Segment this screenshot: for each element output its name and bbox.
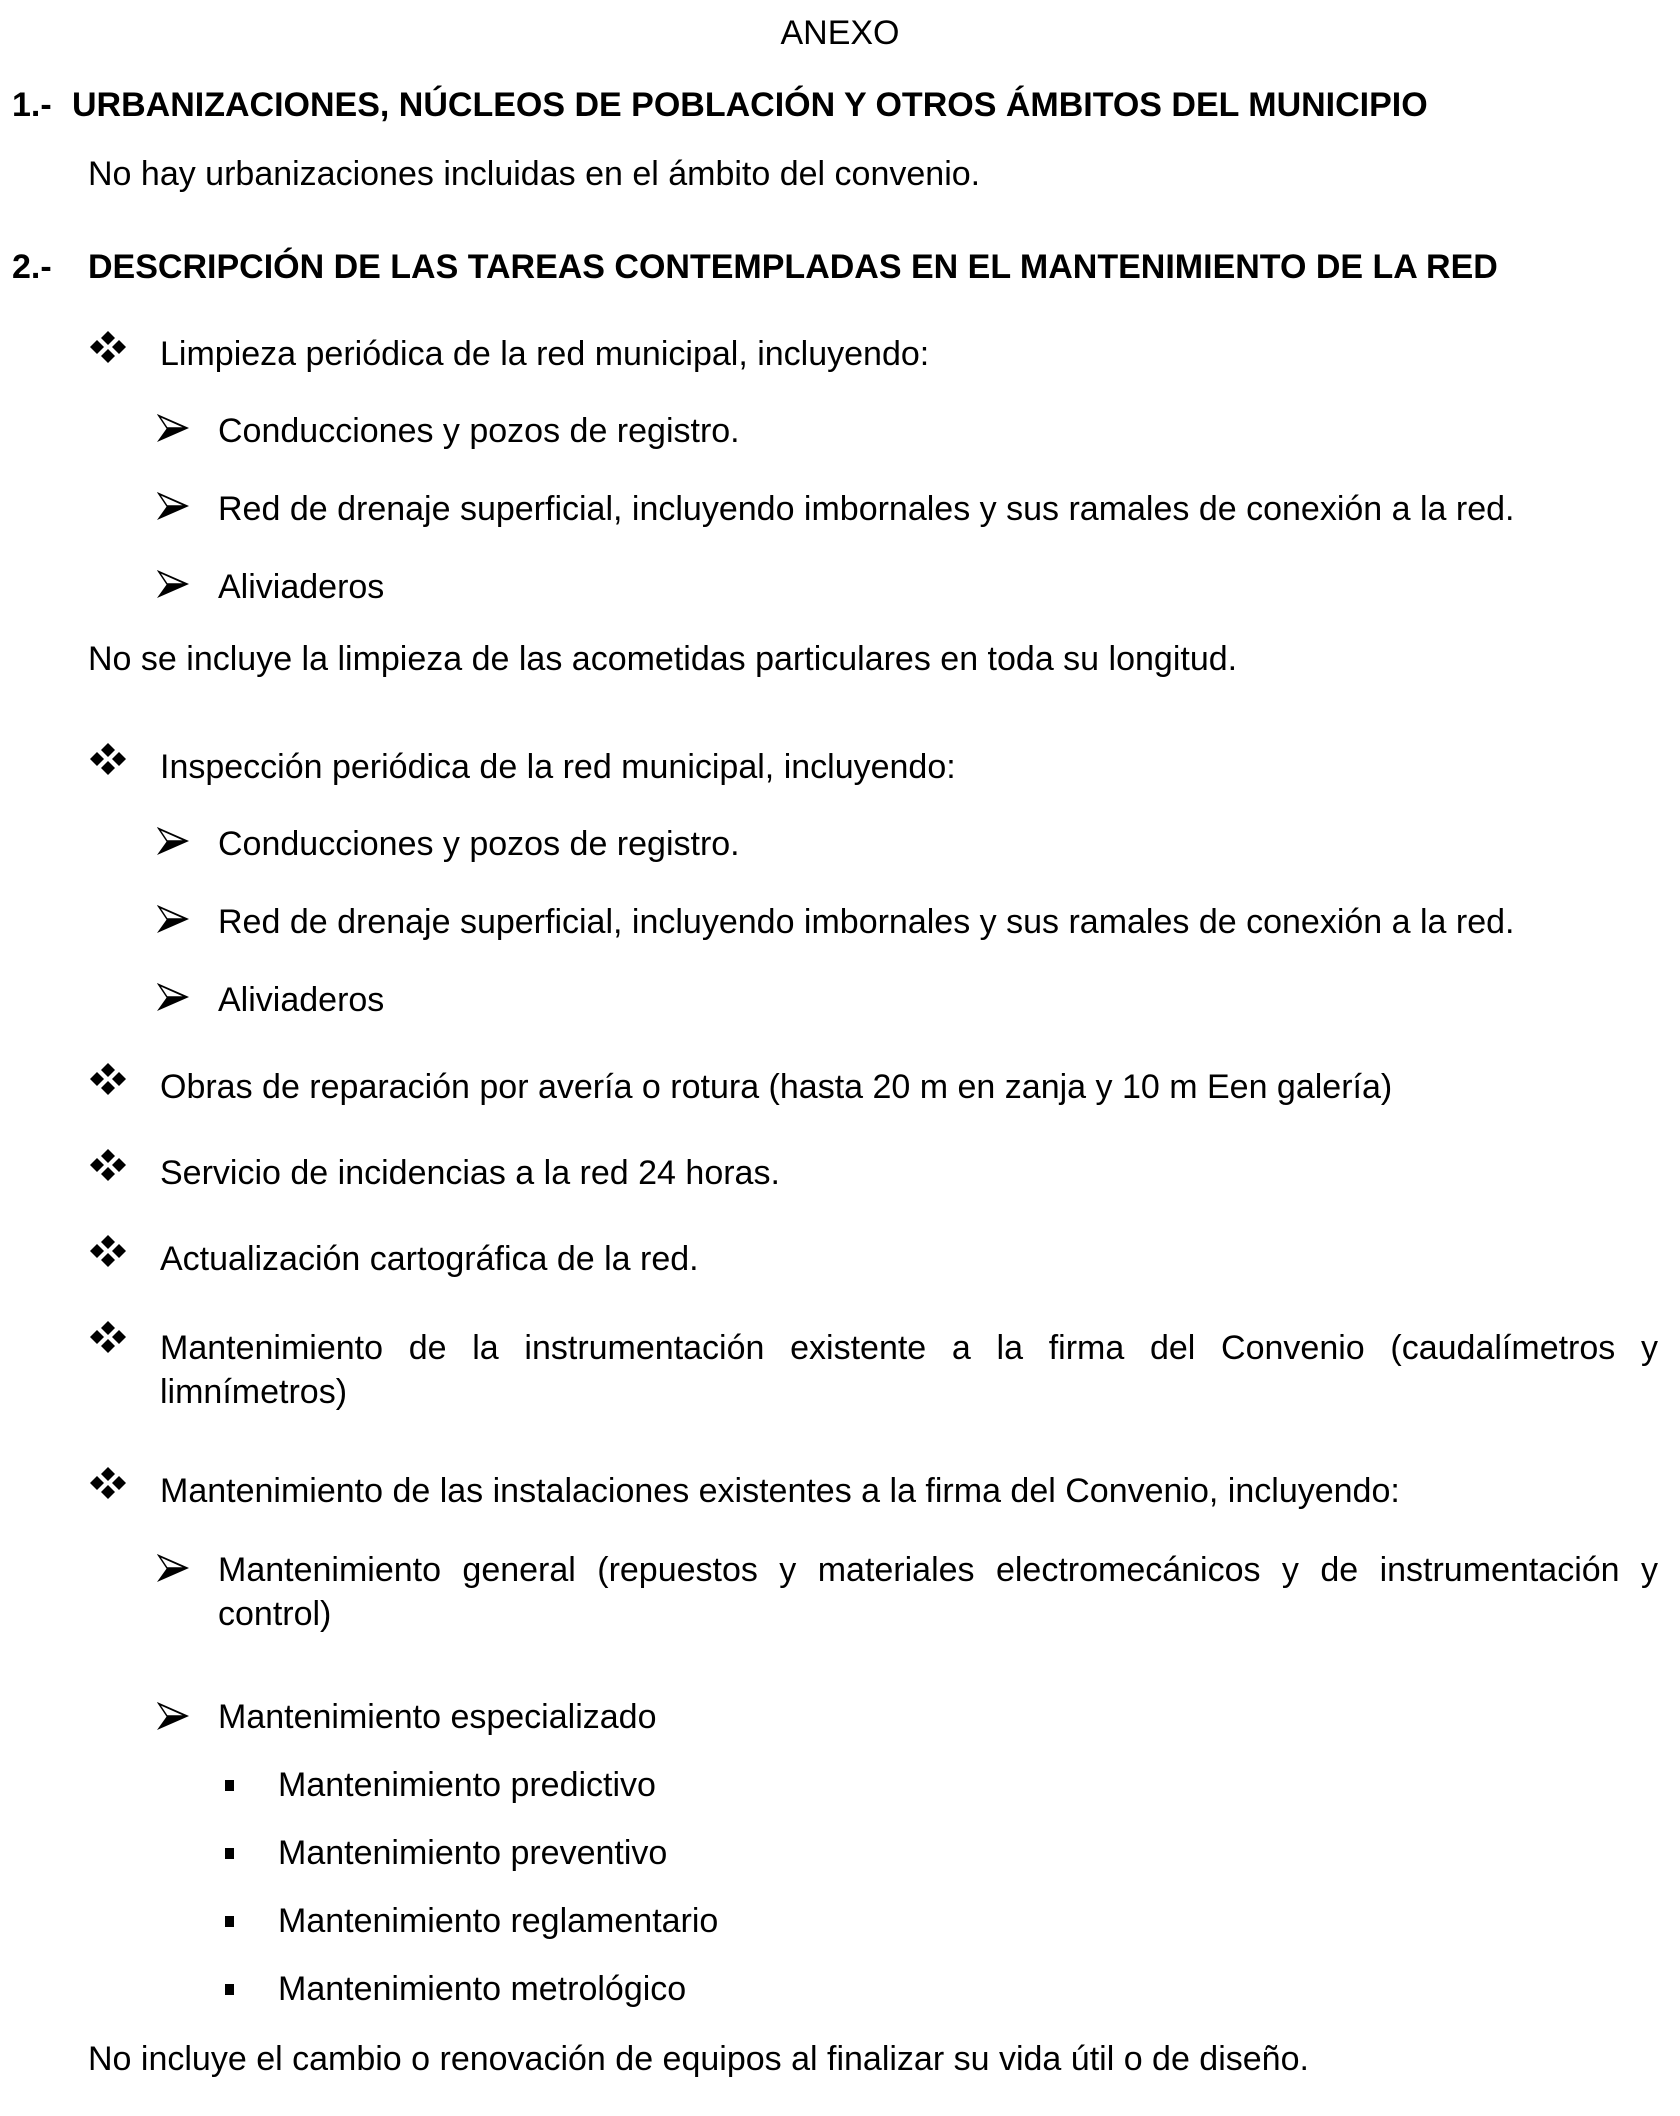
square-bullet-icon [225, 1916, 234, 1927]
sub-list-item: Mantenimiento general (repuestos y materiales electromecánicos y de instrumentación y control) [218, 1551, 1658, 1633]
arrow-bullet-icon [155, 1700, 191, 1732]
section-1-text: No hay urbanizaciones incluidas en el ámbito del convenio. [88, 155, 981, 193]
sub-sub-list-item: Mantenimiento metrológico [278, 1970, 687, 2008]
sub-list-item: Aliviaderos [218, 981, 385, 1019]
list-item: Mantenimiento de la instrumentación existente a la firma del Convenio (caudalímetros y limnímetros) [160, 1329, 1658, 1411]
diamond-bullet-icon [88, 1320, 128, 1356]
arrow-bullet-icon [155, 981, 191, 1013]
arrow-bullet-icon [155, 903, 191, 935]
arrow-bullet-icon [155, 412, 191, 444]
page-title: ANEXO [780, 14, 900, 52]
diamond-bullet-icon [88, 742, 128, 778]
sub-list-item: Conducciones y pozos de registro. [218, 412, 740, 450]
arrow-bullet-icon [155, 490, 191, 522]
sub-list-item: Red de drenaje superficial, incluyendo imbornales y sus ramales de conexión a la red. [218, 903, 1515, 941]
sub-sub-list-item: Mantenimiento predictivo [278, 1766, 656, 1804]
section-2-heading: DESCRIPCIÓN DE LAS TAREAS CONTEMPLADAS EN EL MANTENIMIENTO DE LA RED [88, 248, 1498, 286]
sub-sub-list-item: Mantenimiento preventivo [278, 1834, 668, 1872]
arrow-bullet-icon [155, 825, 191, 857]
note-text: No se incluye la limpieza de las acometidas particulares en toda su longitud. [88, 640, 1238, 678]
square-bullet-icon [225, 1984, 234, 1995]
arrow-bullet-icon [155, 568, 191, 600]
sub-list-item: Red de drenaje superficial, incluyendo imbornales y sus ramales de conexión a la red. [218, 490, 1515, 528]
sub-list-item: Mantenimiento especializado [218, 1698, 657, 1736]
diamond-bullet-icon [88, 1062, 128, 1098]
sub-list-item: Aliviaderos [218, 568, 385, 606]
note-text: No incluye el cambio o renovación de equipos al finalizar su vida útil o de diseño. [88, 2040, 1309, 2078]
square-bullet-icon [225, 1780, 234, 1791]
diamond-bullet-icon [88, 1234, 128, 1270]
diamond-bullet-icon [88, 1466, 128, 1502]
list-item: Inspección periódica de la red municipal, incluyendo: [160, 748, 956, 786]
diamond-bullet-icon [88, 330, 128, 366]
list-item: Limpieza periódica de la red municipal, incluyendo: [160, 335, 930, 373]
diamond-bullet-icon [88, 1148, 128, 1184]
section-1-number: 1.- [12, 86, 52, 124]
square-bullet-icon [225, 1848, 234, 1859]
list-item: Mantenimiento de las instalaciones existentes a la firma del Convenio, incluyendo: [160, 1472, 1400, 1510]
sub-sub-list-item: Mantenimiento reglamentario [278, 1902, 719, 1940]
list-item: Servicio de incidencias a la red 24 horas. [160, 1154, 780, 1192]
sub-list-item: Conducciones y pozos de registro. [218, 825, 740, 863]
section-2-number: 2.- [12, 248, 52, 286]
list-item: Obras de reparación por avería o rotura (hasta 20 m en zanja y 10 m Een galería) [160, 1068, 1393, 1106]
section-1-heading: URBANIZACIONES, NÚCLEOS DE POBLACIÓN Y OTROS ÁMBITOS DEL MUNICIPIO [72, 86, 1428, 124]
arrow-bullet-icon [155, 1552, 191, 1584]
list-item: Actualización cartográfica de la red. [160, 1240, 699, 1278]
